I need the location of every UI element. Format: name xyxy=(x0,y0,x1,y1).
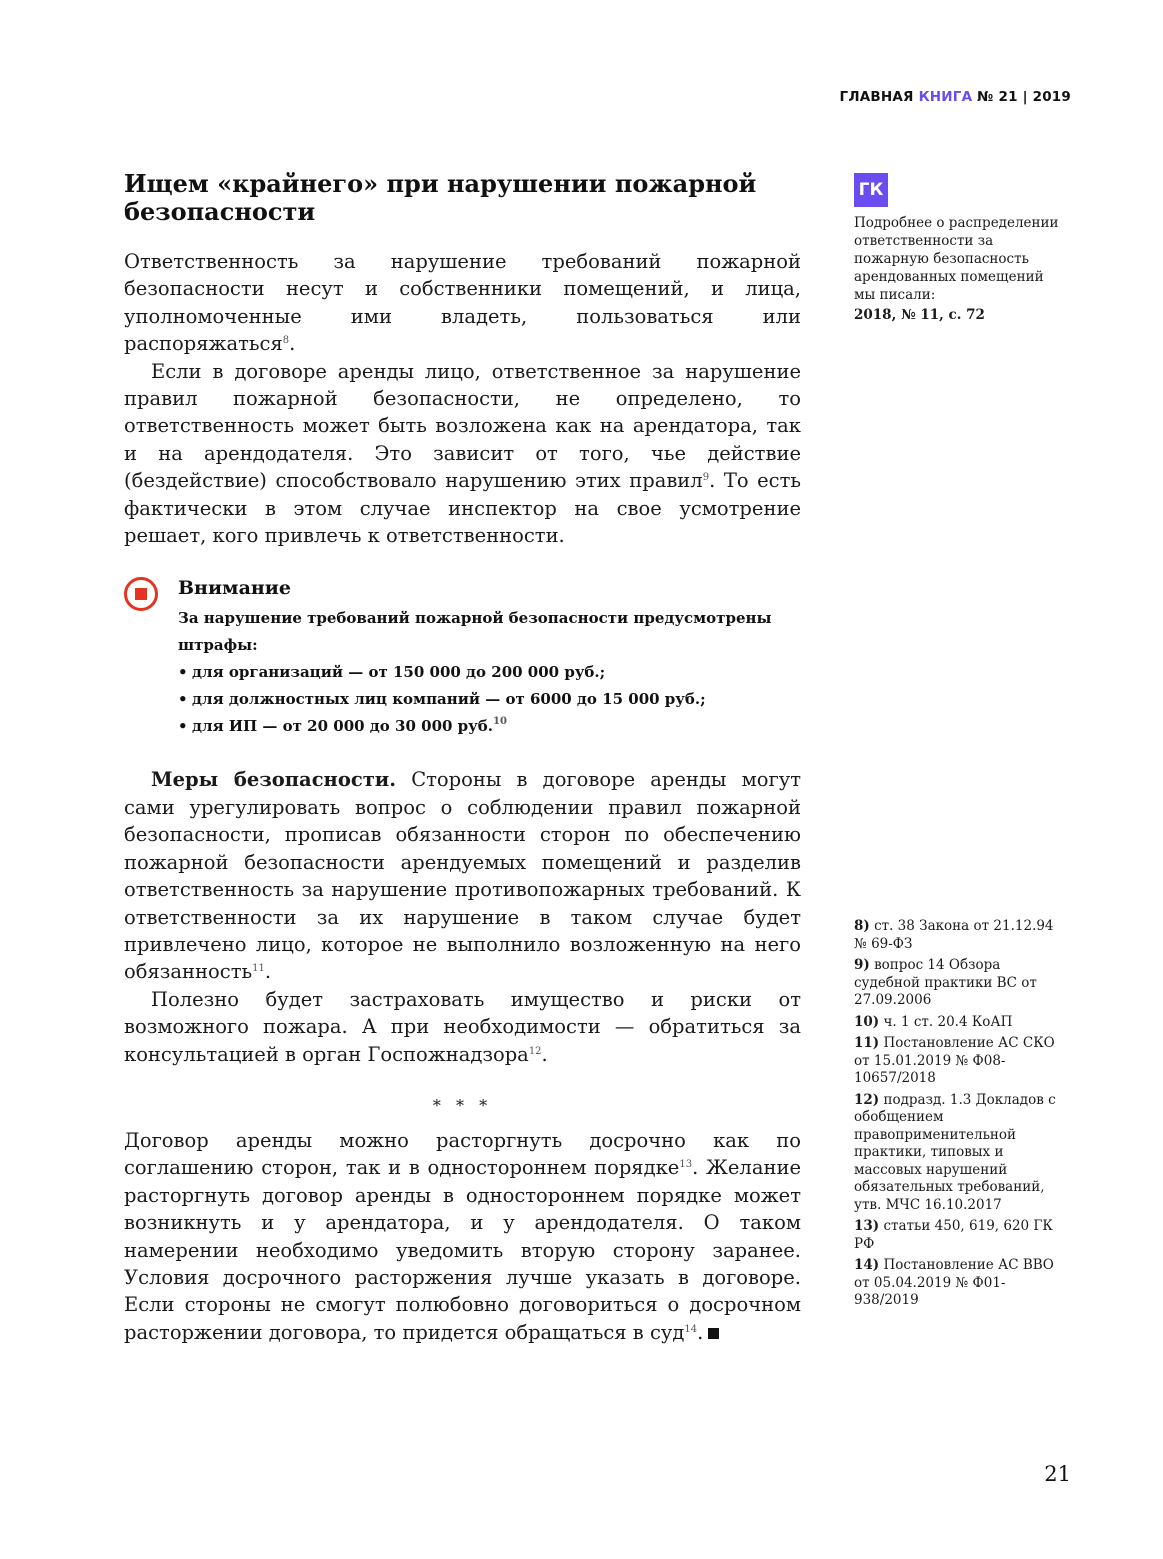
issue-number: № 21 | 2019 xyxy=(977,89,1071,105)
page-number: 21 xyxy=(1044,1462,1071,1486)
fines-list-item xyxy=(178,713,801,740)
paragraph-text: . xyxy=(697,1320,704,1344)
sidebar-note xyxy=(854,214,1069,324)
footnote-number: 13) xyxy=(854,1218,880,1234)
warning-text: За нарушение требований пожарной безопасности предусмотрены штрафы: xyxy=(178,609,772,655)
footnote-ref[interactable]: 12 xyxy=(528,1045,542,1057)
footnote-number: 12) xyxy=(854,1091,880,1108)
paragraph-text: Ответственность за нарушение требований пожарной безопасности несут и собственники помещений, и лица, уполномоченные ими владеть, пользоваться или распоряжаться xyxy=(124,250,801,356)
footnote-number: 10) xyxy=(854,1013,880,1030)
paragraph-text: . То есть фактически в этом случае инспектор на свое усмотрение решает, кого привлечь к ответственности. xyxy=(124,469,801,548)
footnote-text: Постановление АС ВВО от 05.04.2019 № Ф01-938/2019 xyxy=(854,1257,1054,1308)
paragraph-text: . Желание расторгнуть договор аренды в одностороннем порядке может возникнуть и у арендатора, и у арендодателя. О таком намерении необходимо уведомить вторую сторону заранее. Условия досрочного расторжения лучше указать в договоре. Если стороны не смогут полюбовно договориться о досрочном расторжении договора, то придется обращаться в суд xyxy=(124,1156,801,1344)
main-column xyxy=(124,170,801,1346)
footnote-text: статьи 450, 619, 620 ГК РФ xyxy=(854,1218,1053,1252)
footnote-ref[interactable]: 13 xyxy=(679,1159,693,1171)
end-of-article-icon xyxy=(708,1328,719,1339)
footnote-text: Постановление АС СКО от 15.01.2019 № Ф08-10657/2018 xyxy=(854,1035,1055,1086)
footnote-ref[interactable]: 10 xyxy=(492,716,507,728)
footnote-text: ст. 38 Закона от 21.12.94 № 69-ФЗ xyxy=(854,918,1054,952)
paragraph-lead: Меры безопасности. xyxy=(151,768,397,792)
footnote-ref[interactable]: 9 xyxy=(702,472,710,484)
paragraph-text: Если в договоре аренды лицо, ответственное за нарушение правил пожарной безопасности, не определено, то ответственность может быть возложена как на арендатора, так и на арендодателя. Это зависит от того, чье действие (бездействие) способствовало нарушению этих правил xyxy=(124,359,801,493)
footnote-number: 14) xyxy=(854,1257,880,1273)
footnote-item xyxy=(854,1218,1069,1253)
footnote-number: 9) xyxy=(854,957,870,973)
warning-box xyxy=(124,575,801,740)
footnote-ref[interactable]: 14 xyxy=(684,1323,698,1335)
paragraph xyxy=(124,358,801,550)
fines-list-item: • для организаций — от 150 000 до 200 000 руб.; xyxy=(178,659,801,686)
footnote-item xyxy=(854,1092,1069,1215)
warning-stop-icon xyxy=(124,577,158,611)
sidebar-note-ref[interactable]: 2018, № 11, с. 72 xyxy=(854,307,985,323)
paragraph-text: . xyxy=(541,1042,548,1066)
paragraph xyxy=(124,986,801,1068)
paragraph-text: Полезно будет застраховать имущество и риски от возможного пожара. А при необходимости — обратиться за консультацией в орган Госпожнадзора xyxy=(124,987,801,1066)
footnote-text: подразд. 1.3 Докладов с обобщением правоприменительной практики, типовых и массовых нарушений обязательных требований, утв. МЧС 16.10.2017 xyxy=(854,1091,1056,1213)
gk-logo-icon: ГК xyxy=(854,173,888,207)
paragraph-text: . xyxy=(289,332,296,356)
footnote-ref[interactable]: 8 xyxy=(282,335,290,347)
paragraph-text: Договор аренды можно расторгнуть досрочно как по соглашению сторон, так и в одностороннем порядке xyxy=(124,1128,801,1180)
paragraph xyxy=(124,766,801,985)
footnote-ref[interactable]: 11 xyxy=(252,963,265,975)
fines-list-item: • для должностных лиц компаний — от 6000 до 15 000 руб.; xyxy=(178,686,801,713)
sidebar-note-text: Подробнее о распределении ответственности за пожарную безопасность арендованных помещений мы писали: xyxy=(854,215,1059,303)
paragraph xyxy=(124,248,801,358)
footnote-text: вопрос 14 Обзора судебной практики ВС от 27.09.2006 xyxy=(854,957,1037,1008)
running-header xyxy=(840,89,1071,105)
warning-title: Внимание xyxy=(178,577,291,600)
paragraph xyxy=(124,1127,801,1346)
brand-name: ГЛАВНАЯ xyxy=(839,89,914,105)
footnote-item xyxy=(854,1014,1069,1032)
footnote-item xyxy=(854,1035,1069,1088)
footnotes xyxy=(854,918,1069,1314)
paragraph-text: Стороны в договоре аренды могут сами урегулировать вопрос о соблюдении правил пожарной безопасности, прописав обязанности сторон по обеспечению пожарной безопасности арендуемых помещений и разделив ответственность за нарушение противопожарных требований. К ответственности за их нарушение в таком случае будет привлечено лицо, которое не выполнило возложенную на него обязанность xyxy=(124,768,801,984)
fines-list-item-text: для ИП — от 20 000 до 30 000 руб. xyxy=(192,717,493,736)
brand-name-accent: КНИГА xyxy=(918,89,973,105)
section-divider: * * * xyxy=(432,1095,493,1115)
paragraph-text: . xyxy=(264,960,272,984)
section-title: Ищем «крайнего» при нарушении пожарной безопасности xyxy=(124,169,757,226)
footnote-item xyxy=(854,1257,1069,1310)
footnote-item xyxy=(854,918,1069,953)
fines-list xyxy=(178,659,801,740)
footnote-item xyxy=(854,957,1069,1010)
footnote-text: ч. 1 ст. 20.4 КоАП xyxy=(879,1013,1013,1030)
footnote-number: 8) xyxy=(854,918,870,934)
footnote-number: 11) xyxy=(854,1035,880,1051)
